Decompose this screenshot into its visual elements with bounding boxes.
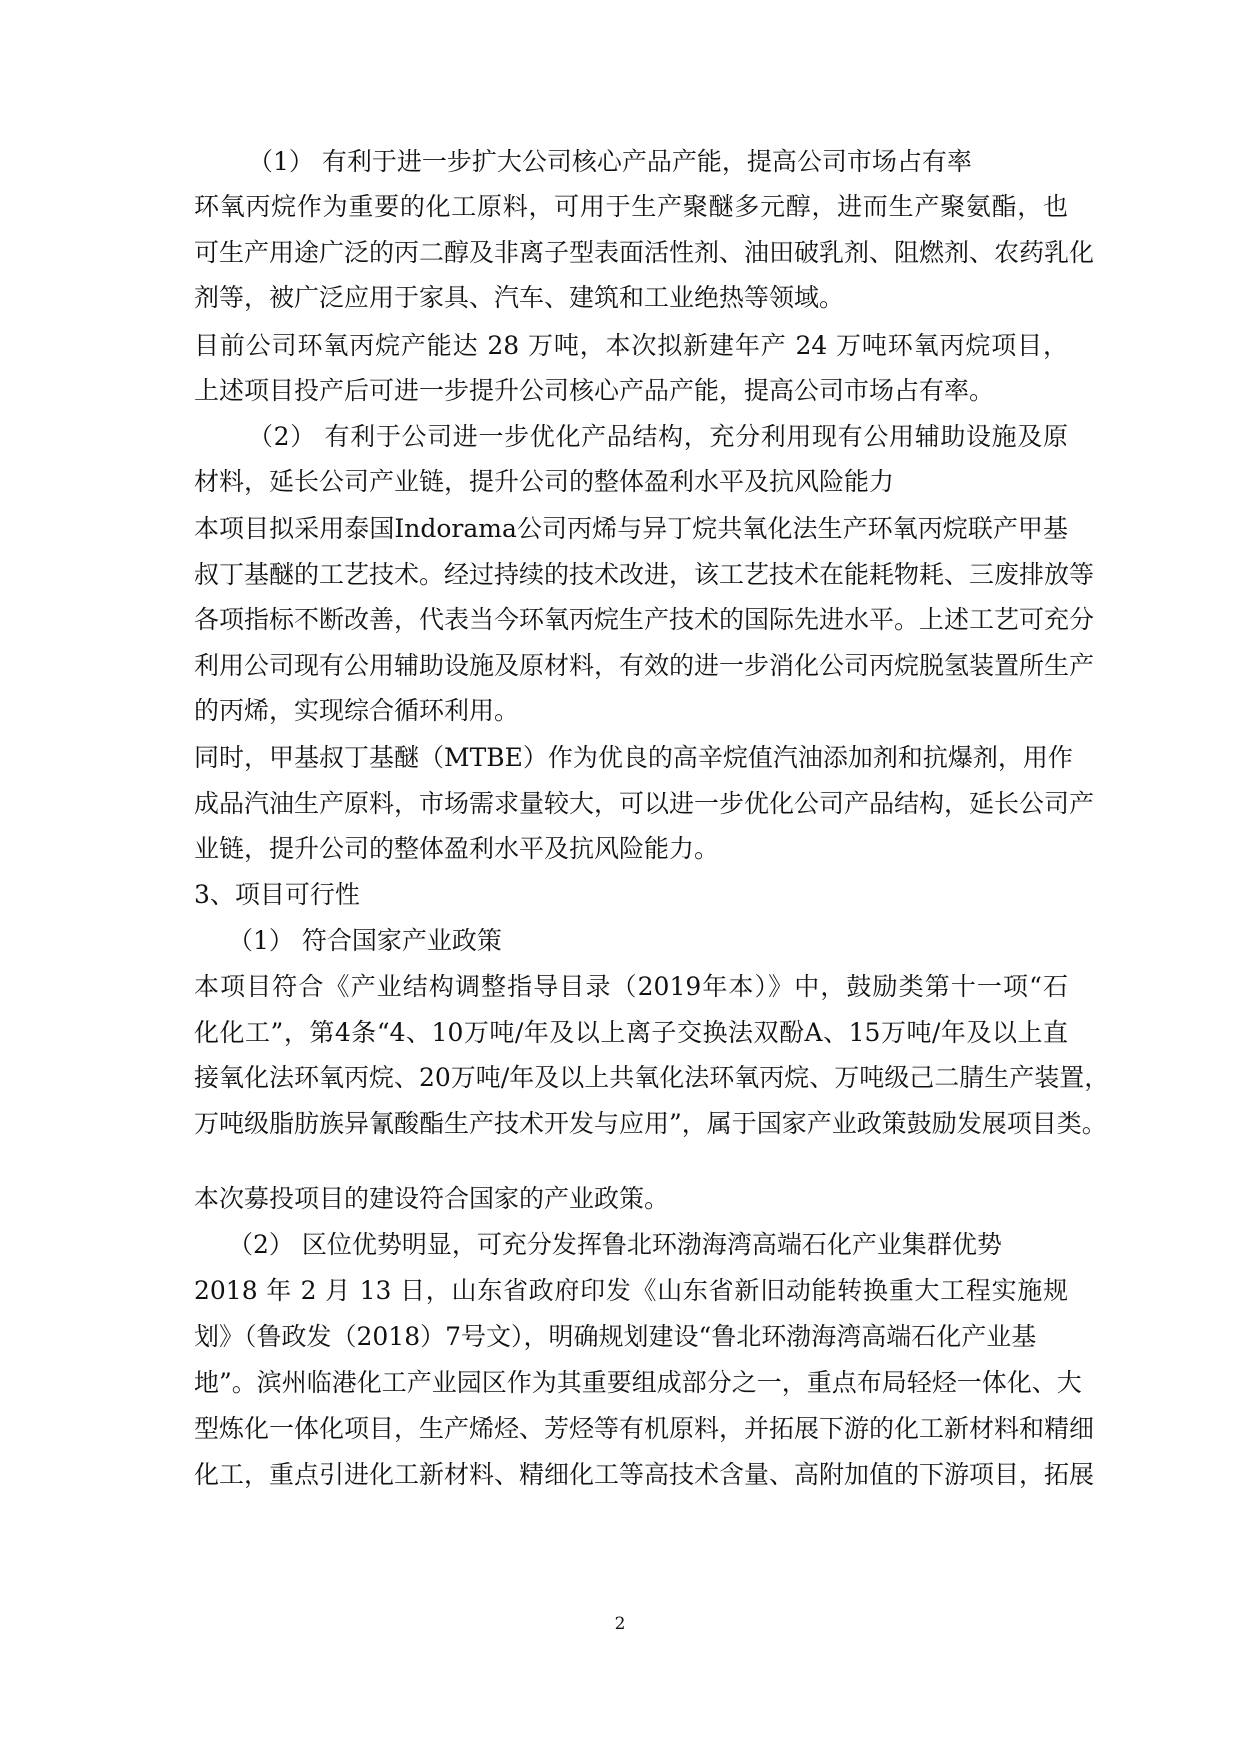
subsection-heading-1: （1） 符合国家产业政策 <box>228 926 502 955</box>
paragraph-line: 2018 年 2 月 13 日，山东省政府印发《山东省新旧动能转换重大工程实施规 <box>194 1276 1068 1305</box>
paragraph-line: 本项目拟采用泰国Indorama公司丙烯与异丁烷共氧化法生产环氧丙烷联产甲基 <box>194 514 1068 543</box>
section-heading-2-continued: 材料，延长公司产业链，提升公司的整体盈利水平及抗风险能力 <box>194 467 895 496</box>
paragraph-line: 成品汽油生产原料，市场需求量较大，可以进一步优化公司产品结构，延长公司产 <box>194 789 1095 818</box>
paragraph-line: 各项指标不断改善，代表当今环氧丙烷生产技术的国际先进水平。上述工艺可充分 <box>194 605 1095 634</box>
paragraph-line: 利用公司现有公用辅助设施及原材料，有效的进一步消化公司丙烷脱氢装置所生产 <box>194 651 1095 680</box>
page-number: 2 <box>614 1614 626 1634</box>
paragraph-line: 的丙烯，实现综合循环利用。 <box>194 696 520 725</box>
section-heading-1: （1） 有利于进一步扩大公司核心产品产能，提高公司市场占有率 <box>248 147 972 176</box>
paragraph-line: 化化工”，第4条“4、10万吨/年及以上离子交换法双酚A、15万吨/年及以上直 <box>194 1018 1068 1047</box>
paragraph-line: 型炼化一体化项目，生产烯烃、芳烃等有机原料，并拓展下游的化工新材料和精细 <box>194 1414 1095 1443</box>
paragraph-line: 接氧化法环氧丙烷、20万吨/年及以上共氧化法环氧丙烷、万吨级己二腈生产装置， <box>194 1063 1110 1092</box>
paragraph-line: 同时，甲基叔丁基醚（MTBE）作为优良的高辛烷值汽油添加剂和抗爆剂，用作 <box>194 743 1073 772</box>
section-heading-3: 3、项目可行性 <box>194 880 360 909</box>
paragraph-line: 叔丁基醚的工艺技术。经过持续的技术改进，该工艺技术在能耗物耗、三废排放等 <box>194 560 1095 589</box>
paragraph-line: 环氧丙烷作为重要的化工原料，可用于生产聚醚多元醇，进而生产聚氨酯，也 <box>194 192 1068 221</box>
section-heading-2: （2） 有利于公司进一步优化产品结构，充分利用现有公用辅助设施及原 <box>248 422 1068 451</box>
paragraph-line: 可生产用途广泛的丙二醇及非离子型表面活性剂、油田破乳剂、阻燃剂、农药乳化 <box>194 238 1095 267</box>
paragraph-line: 划》（鲁政发（2018）7号文），明确规划建设“鲁北环渤海湾高端石化产业基 <box>194 1322 1037 1351</box>
paragraph-line: 上述项目投产后可进一步提升公司核心产品产能，提高公司市场占有率。 <box>194 376 995 405</box>
paragraph-line: 化工，重点引进化工新材料、精细化工等高技术含量、高附加值的下游项目，拓展 <box>194 1460 1095 1489</box>
paragraph-line: 目前公司环氧丙烷产能达 28 万吨，本次拟新建年产 24 万吨环氧丙烷项目， <box>194 331 1068 360</box>
paragraph-line: 万吨级脂肪族异氰酸酯生产技术开发与应用”，属于国家产业政策鼓励发展项目类。 <box>194 1109 1107 1138</box>
paragraph-line: 本项目符合《产业结构调整指导目录（2019年本）》中，鼓励类第十一项“石 <box>194 972 1068 1001</box>
paragraph-line: 本次募投项目的建设符合国家的产业政策。 <box>194 1184 670 1213</box>
paragraph-line: 业链，提升公司的整体盈利水平及抗风险能力。 <box>194 834 720 863</box>
paragraph-line: 地”。滨州临港化工产业园区作为其重要组成部分之一，重点布局轻烃一体化、大 <box>194 1368 1082 1397</box>
paragraph-line: 剂等，被广泛应用于家具、汽车、建筑和工业绝热等领域。 <box>194 283 845 312</box>
subsection-heading-2: （2） 区位优势明显，可充分发挥鲁北环渤海湾高端石化产业集群优势 <box>228 1230 1002 1259</box>
